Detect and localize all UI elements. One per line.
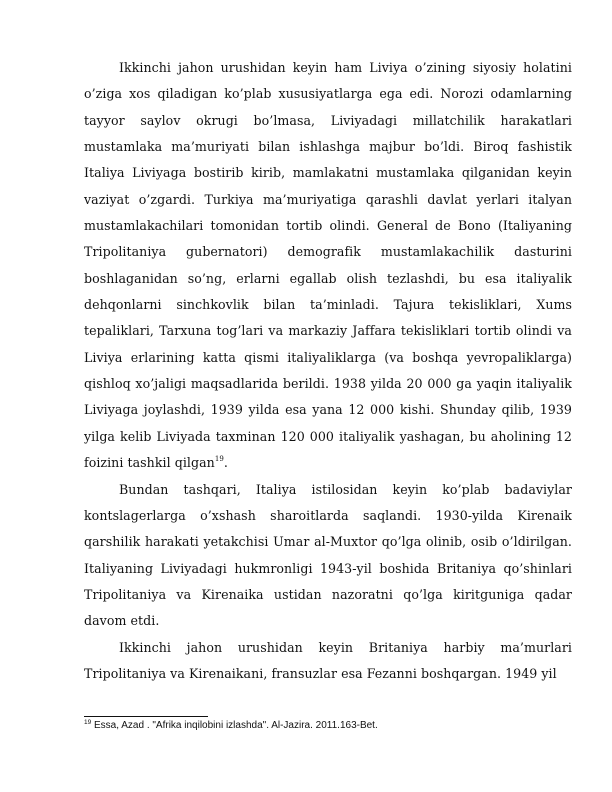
paragraph-3 <box>84 635 572 688</box>
footnote-number: 19 <box>84 719 92 726</box>
paragraph-2 <box>84 477 572 635</box>
footnote-divider <box>84 716 208 717</box>
document-body <box>84 55 572 687</box>
paragraph-1 <box>84 55 572 477</box>
paragraph-1-text: Ikkinchi jahon urushidan keyin ham Liviya o’zining siyosiy holatini o’ziga xos qiladigan ko’plab xususiyatlarga ega edi. Norozi odamlarning tayyor saylov okrugi bo’lmasa, Liviyadagi millatchilik harakatlari mustamlaka ma’muriyati bilan ishlashga majbur bo’ldi. Biroq fashistik Italiya Liviyaga bostirib kirib, mamlakatni mustamlaka qilganidan keyin vaziyat o’zgardi. Turkiya ma’muriyatiga qarashli davlat yerlari italyan mustamlakachilari tomonidan tortib olindi. General de Bono (Italiyaning Tripolitaniya gubernatori) demografik mustamlakachilik dasturini boshlaganidan so’ng, erlarni egallab olish tezlashdi, bu esa italiyalik dehqonlarni sinchkovlik bilan ta’minladi. Tajura tekisliklari, Xums tepaliklari, Tarxuna tog’lari va markaziy Jaffara tekisliklari tortib olindi va Liviya erlarining katta qismi italiyaliklarga (va boshqa yevropaliklarga) qishloq xo’jaligi maqsadlarida berildi. 1938 yilda 20 000 ga yaqin italiyalik Liviyaga joylashdi, 1939 yilda esa yana 12 000 kishi. Shunday qilib, 1939 yilga kelib Liviyada taxminan 120 000 italiyalik yashagan, bu aholining 12 foizini tashkil qilgan <box>84 60 572 471</box>
footnote-reference: 19 <box>214 455 224 464</box>
footnote-text: Essa, Azad . "Afrika inqilobini izlashda". Al-Jazira. 2011.163-Bet. <box>91 720 378 731</box>
footnote <box>84 719 572 733</box>
paragraph-3-text: Ikkinchi jahon urushidan keyin Britaniya harbiy ma’murlari Tripolitaniya va Kirenaikani, fransuzlar esa Fezanni boshqargan. 1949 yil <box>84 639 572 681</box>
paragraph-2-text: Bundan tashqari, Italiya istilosidan keyin ko’plab badaviylar kontslagerlarga o’xshash sharoitlarda saqlandi. 1930-yilda Kirenaik qarshilik harakati yetakchisi Umar al-Muxtor qo’lga olinib, osib o’ldirilgan. Italiyaning Liviyadagi hukmronligi 1943-yil boshida Britaniya qo’shinlari Tripolitaniya va Kirenaika ustidan nazoratni qo’lga kiritguniga qadar davom etdi. <box>84 481 572 629</box>
paragraph-1-end: . <box>223 455 228 471</box>
